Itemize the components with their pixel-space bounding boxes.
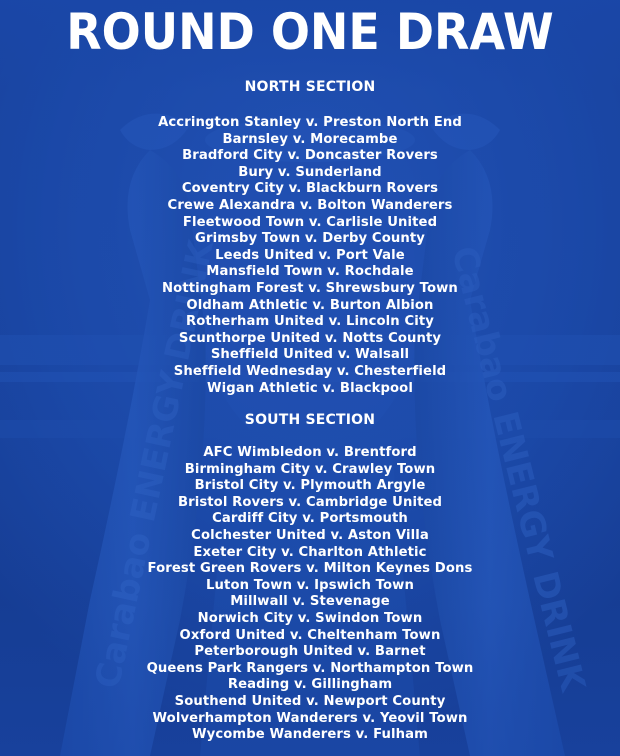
- fixture-item: Accrington Stanley v. Preston North End: [158, 115, 462, 130]
- page-title: ROUND ONE DRAW: [66, 3, 554, 61]
- fixture-item: Bradford City v. Doncaster Rovers: [182, 148, 438, 164]
- fixture-item: Nottingham Forest v. Shrewsbury Town: [162, 280, 458, 296]
- fixture-item: Crewe Alexandra v. Bolton Wanderers: [167, 197, 453, 213]
- fixture-item: Rotherham United v. Lincoln City: [186, 314, 434, 330]
- fixture-item: Cardiff City v. Portsmouth: [212, 511, 408, 527]
- south-section-heading: SOUTH SECTION: [244, 412, 376, 428]
- south-fixture-list: [0, 445, 620, 744]
- fixture-item: Sheffield United v. Walsall: [210, 347, 410, 363]
- fixture-item: Bristol City v. Plymouth Argyle: [194, 478, 426, 494]
- fixture-item: Barnsley v. Morecambe: [222, 131, 398, 147]
- fixture-item: Mansfield Town v. Rochdale: [206, 264, 414, 280]
- fixture-item: Wycombe Wanderers v. Fulham: [192, 727, 428, 743]
- fixture-item: Exeter City v. Charlton Athletic: [193, 544, 427, 560]
- fixture-item: Scunthorpe United v. Notts County: [178, 330, 442, 346]
- fixture-item: Forest Green Rovers v. Milton Keynes Dons: [147, 561, 473, 577]
- fixture-item: Leeds United v. Port Vale: [215, 247, 405, 263]
- fixture-item: Reading v. Gillingham: [227, 677, 393, 693]
- fixture-item: Oxford United v. Cheltenham Town: [179, 627, 441, 643]
- fixture-item: Coventry City v. Blackburn Rovers: [181, 181, 439, 197]
- north-fixture-list: [0, 115, 620, 397]
- north-section-heading: NORTH SECTION: [244, 79, 376, 95]
- fixture-item: Grimsby Town v. Derby County: [195, 231, 425, 247]
- fixture-item: Wolverhampton Wanderers v. Yeovil Town: [152, 710, 468, 726]
- fixture-item: Bristol Rovers v. Cambridge United: [177, 494, 443, 510]
- fixture-item: Oldham Athletic v. Burton Albion: [186, 297, 434, 313]
- fixture-item: AFC Wimbledon v. Brentford: [203, 445, 417, 460]
- fixture-item: Fleetwood Town v. Carlisle United: [182, 214, 438, 230]
- fixture-item: Southend United v. Newport County: [174, 693, 446, 709]
- fixture-item: Queens Park Rangers v. Northampton Town: [146, 660, 474, 676]
- fixture-item: Sheffield Wednesday v. Chesterfield: [173, 363, 447, 379]
- fixture-item: Bury v. Sunderland: [238, 164, 382, 180]
- fixture-item: Wigan Athletic v. Blackpool: [207, 380, 413, 396]
- fixture-item: Colchester United v. Aston Villa: [191, 527, 429, 543]
- fixture-item: Luton Town v. Ipswich Town: [206, 577, 414, 593]
- fixture-item: Norwich City v. Swindon Town: [197, 610, 423, 626]
- fixture-item: Peterborough United v. Barnet: [194, 644, 426, 660]
- fixture-item: Millwall v. Stevenage: [230, 594, 390, 610]
- fixture-item: Birmingham City v. Crawley Town: [184, 461, 436, 477]
